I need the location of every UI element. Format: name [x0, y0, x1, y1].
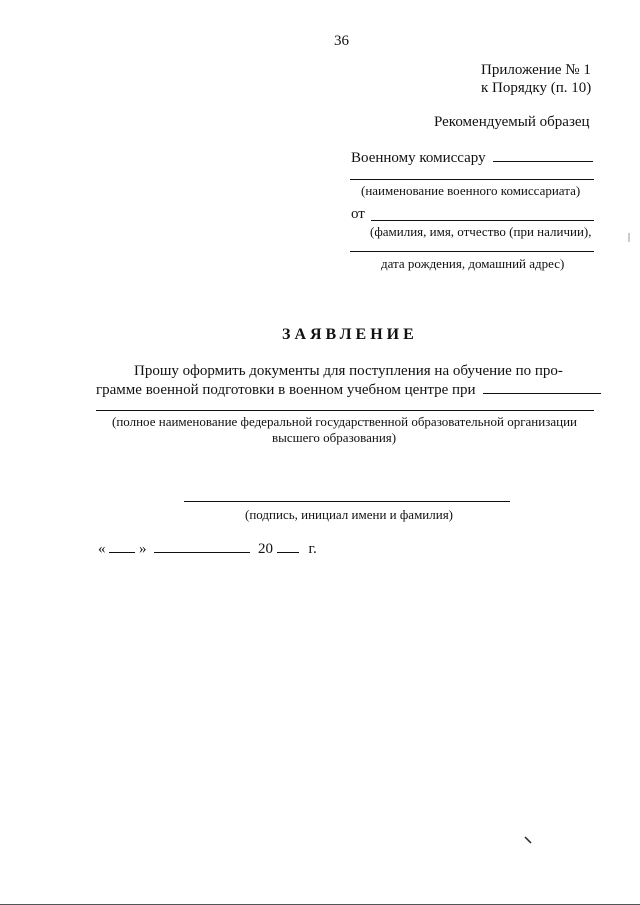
birth-address-caption: дата рождения, домашний адрес)	[381, 256, 565, 271]
date-open-quote: «	[98, 541, 106, 557]
signature-line	[184, 501, 510, 502]
name-caption: (фамилия, имя, отчество (при наличии),	[370, 224, 592, 239]
signature-caption: (подпись, инициал имени и фамилия)	[245, 507, 453, 522]
date-year-prefix: 20	[258, 541, 273, 557]
date-day-blank	[109, 551, 135, 553]
organization-caption-line-2: высшего образования)	[272, 430, 397, 445]
appendix-line-1: Приложение № 1	[481, 62, 591, 78]
date-year-suffix: г.	[308, 541, 317, 557]
commissar-name-blank	[493, 160, 593, 162]
date-line	[98, 541, 317, 558]
page-number: 36	[334, 33, 349, 49]
body-line-1: Прошу оформить документы для поступления на обучение по про-	[134, 363, 563, 379]
from-label: от	[351, 206, 365, 222]
sample-label: Рекомендуемый образец	[434, 114, 590, 130]
organization-name-line	[96, 410, 594, 411]
organization-blank	[483, 392, 601, 394]
date-month-blank	[154, 551, 250, 553]
commissariat-name-line	[350, 179, 594, 180]
scan-edge-mark	[626, 232, 632, 244]
to-commissar-text: Военному комиссару	[351, 150, 486, 166]
to-commissar-label	[351, 150, 593, 167]
scan-speck	[524, 836, 534, 846]
date-close-quote: »	[139, 541, 147, 557]
body-line-2	[96, 382, 601, 399]
commissariat-caption: (наименование военного комиссариата)	[361, 183, 581, 198]
appendix-line-2: к Порядку (п. 10)	[481, 80, 592, 96]
from-name-line	[371, 220, 594, 221]
document-title: ЗАЯВЛЕНИЕ	[282, 326, 418, 343]
date-year-blank	[277, 551, 299, 553]
organization-caption-line-1: (полное наименование федеральной государственной образовательной организации	[112, 414, 577, 429]
body-line-2-text: грамме военной подготовки в военном учебном центре при	[96, 382, 476, 398]
birth-address-line	[350, 251, 594, 252]
